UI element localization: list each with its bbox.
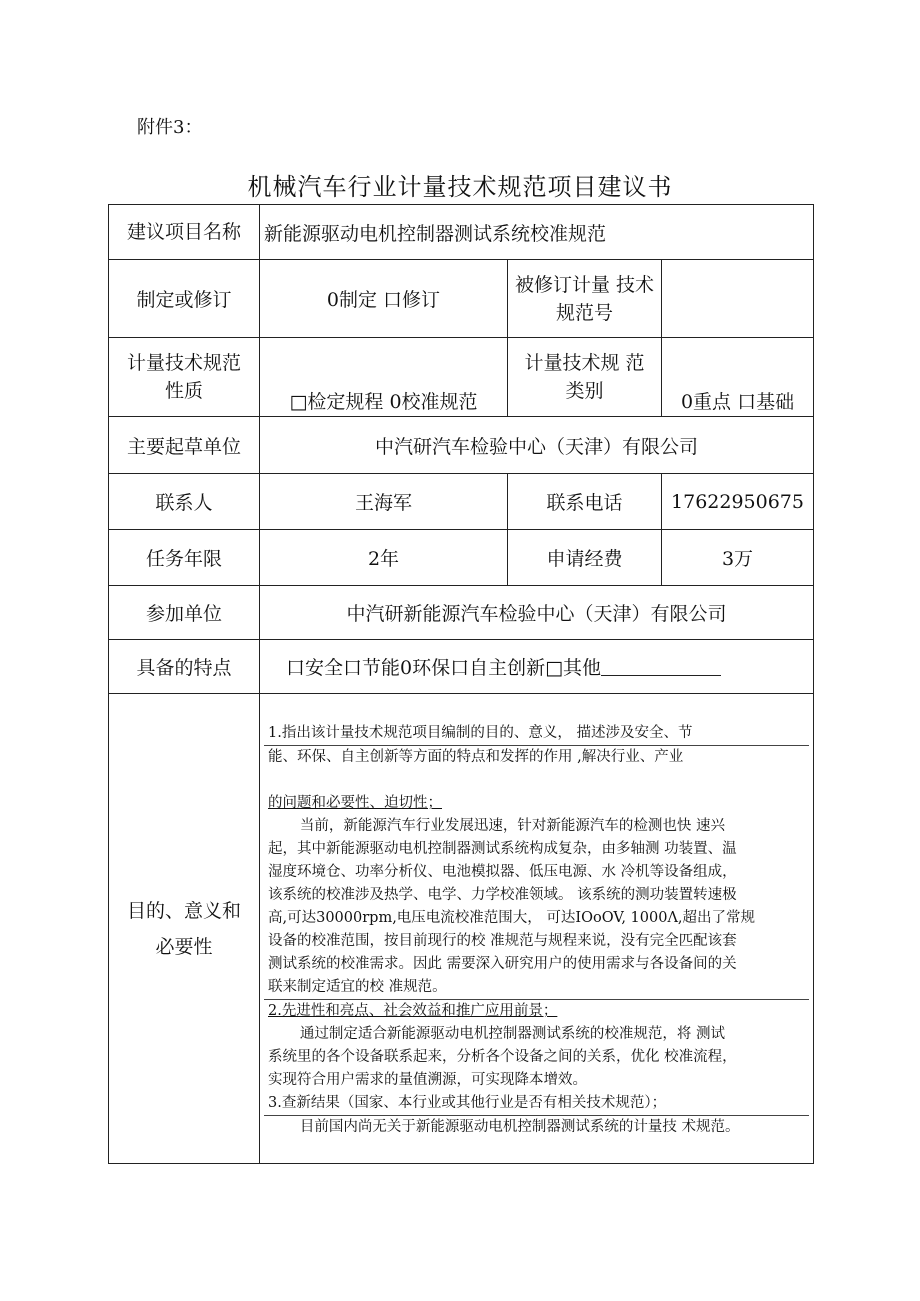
document-title: 机械汽车行业计量技术规范项目建议书: [247, 173, 673, 201]
answer-2-line1: 通过制定适合新能源驱动电机控制器测试系统的校准规范，将 测试: [299, 1026, 725, 1042]
question-1-line3: 的问题和必要性、迫切性；: [268, 795, 442, 811]
row-participating-unit: [109, 586, 814, 640]
contact-label: 联系人: [109, 474, 260, 530]
project-name-label: 建议项目名称: [109, 205, 260, 260]
answer-1-line4: 该系统的校准涉及热学、电学、力学校准领域。 该系统的测功装置转速极: [268, 887, 737, 903]
purpose-label-line2: 必要性: [155, 935, 213, 958]
formulate-options[interactable]: 0制定 口修订: [260, 260, 508, 338]
phone-label: 联系电话: [508, 474, 662, 530]
category-label: [508, 338, 662, 417]
participating-unit-value[interactable]: 中汽研新能源汽车检验中心（天津）有限公司: [260, 586, 814, 640]
nature-label-line1: 计量技术规范: [126, 352, 241, 374]
features-cell: [260, 640, 814, 694]
answer-1-line1: 当前，新能源汽车行业发展迅速，针对新能源汽车的检测也快 速兴: [299, 818, 725, 834]
answer-1-line7: 测试系统的校准需求。因此 需要深入研究用户的使用需求与各设备间的关: [268, 956, 737, 972]
row-purpose: [109, 694, 814, 1164]
answer-3-line1: 目前国内尚无关于新能源驱动电机控制器测试系统的计量技 术规范。: [299, 1119, 740, 1135]
category-label-line2: 类别: [565, 380, 604, 402]
row-project-name: [109, 205, 814, 260]
answer-1-line5: 高,可达30000rpm,电压电流校准范围大， 可达IOoOV, 1000Λ,超出了常规: [268, 910, 756, 926]
features-label: 具备的特点: [109, 640, 260, 694]
features-options[interactable]: 口安全口节能0环保口自主创新□其他: [286, 657, 602, 679]
question-1-line2: 能、环保、自主创新等方面的特点和发挥的作用 ,解决行业、产业: [268, 749, 684, 765]
answer-1-line6: 设备的校准范围，按目前现行的校 准规范与规程来说，没有完全匹配该套: [268, 933, 737, 949]
term-value[interactable]: 2年: [260, 530, 508, 586]
contact-value[interactable]: 王海军: [260, 474, 508, 530]
formulate-label: 制定或修订: [109, 260, 260, 338]
purpose-content[interactable]: [260, 694, 814, 1164]
answer-2-line2: 系统里的各个设备联系起来，分析各个设备之间的关系，优化 校准流程，: [268, 1049, 737, 1065]
other-blank-line[interactable]: [601, 657, 721, 676]
nature-label: [109, 338, 260, 417]
question-1-line1: 1.指出该计量技术规范项目编制的目的、意义， 描述涉及安全、节: [264, 722, 809, 746]
answer-1-line3: 湿度环境仓、功率分析仪、电池模拟器、低压电源、水 冷机等设备组成，: [268, 864, 737, 880]
row-contact: [109, 474, 814, 530]
revised-spec-value[interactable]: [662, 260, 814, 338]
answer-1-line2: 起，其中新能源驱动电机控制器测试系统构成复杂，由多轴测 功装置、温: [268, 841, 737, 857]
funding-label: 申请经费: [508, 530, 662, 586]
term-label: 任务年限: [109, 530, 260, 586]
nature-options[interactable]: □检定规程 0校准规范: [260, 338, 508, 417]
question-2: 2.先进性和亮点、社会效益和推广应用前景；: [268, 1003, 558, 1019]
proposal-form-table: [108, 204, 814, 1164]
row-term: [109, 530, 814, 586]
attachment-label: 附件3：: [137, 117, 203, 138]
row-formulate: [109, 260, 814, 338]
row-nature: [109, 338, 814, 417]
drafting-unit-label: 主要起草单位: [109, 417, 260, 474]
revised-spec-label: 被修订计量 技术规范号: [508, 260, 662, 338]
project-name-value[interactable]: 新能源驱动电机控制器测试系统校准规范: [260, 205, 814, 260]
row-features: [109, 640, 814, 694]
funding-value[interactable]: 3万: [662, 530, 814, 586]
phone-value[interactable]: 17622950675: [662, 474, 814, 530]
nature-label-line2: 性质: [164, 380, 203, 402]
row-drafting-unit: [109, 417, 814, 474]
purpose-label-line1: 目的、意义和: [126, 899, 241, 922]
purpose-label: [109, 694, 260, 1164]
category-options[interactable]: 0重点 口基础: [662, 338, 814, 417]
question-3: 3.查新结果（国家、本行业或其他行业是否有相关技术规范）；: [264, 1092, 809, 1116]
answer-1-line8: 联来制定适宜的校 准规范。: [264, 976, 809, 1000]
category-label-line1: 计量技术规 范: [524, 352, 645, 374]
drafting-unit-value[interactable]: 中汽研汽车检验中心（天津）有限公司: [260, 417, 814, 474]
participating-unit-label: 参加单位: [109, 586, 260, 640]
answer-2-line3: 实现符合用户需求的量值溯源，可实现降本增效。: [268, 1072, 587, 1088]
